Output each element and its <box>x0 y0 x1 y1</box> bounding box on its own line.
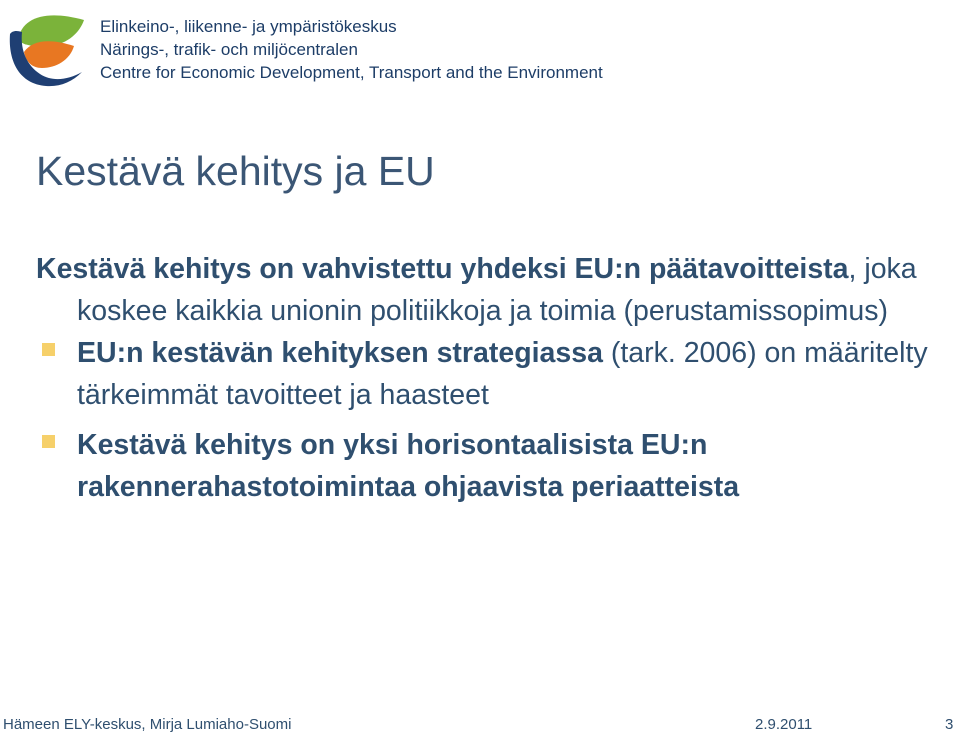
org-name-finnish: Elinkeino-, liikenne- ja ympäristökeskus <box>100 17 397 36</box>
ely-logo-icon <box>2 4 90 90</box>
bullet-item <box>36 332 951 416</box>
page-number: 3 <box>945 716 954 733</box>
slide-content <box>36 248 951 508</box>
square-bullet-icon <box>42 343 55 356</box>
bullet-bold-text: Kestävä kehitys on yksi horisontaalisista EU:n rakennerahastotoimintaa ohjaavista periaatteista <box>77 429 740 503</box>
slide-title: Kestävä kehitys ja EU <box>36 148 435 194</box>
bullet-text: (tark. 2006) on määritelty tärkeimmät tavoitteet ja haasteet <box>77 337 928 411</box>
intro-bold-text: Kestävä kehitys on vahvistettu yhdeksi EU:n päätavoitteista <box>36 253 849 285</box>
footer-author: Hämeen ELY-keskus, Mirja Lumiaho-Suomi <box>3 716 292 733</box>
org-name-swedish: Närings-, trafik- och miljöcentralen <box>100 40 358 59</box>
org-name-english: Centre for Economic Development, Transport and the Environment <box>100 63 603 82</box>
intro-text: , joka koskee kaikkia unionin politiikkoja ja toimia (perustamissopimus) <box>77 253 917 327</box>
square-bullet-icon <box>42 435 55 448</box>
bullet-bold-text: EU:n kestävän kehityksen strategiassa <box>77 337 603 369</box>
bullet-item <box>36 424 951 508</box>
intro-paragraph <box>36 248 951 332</box>
footer-date: 2.9.2011 <box>755 716 813 733</box>
organization-names <box>100 15 603 84</box>
